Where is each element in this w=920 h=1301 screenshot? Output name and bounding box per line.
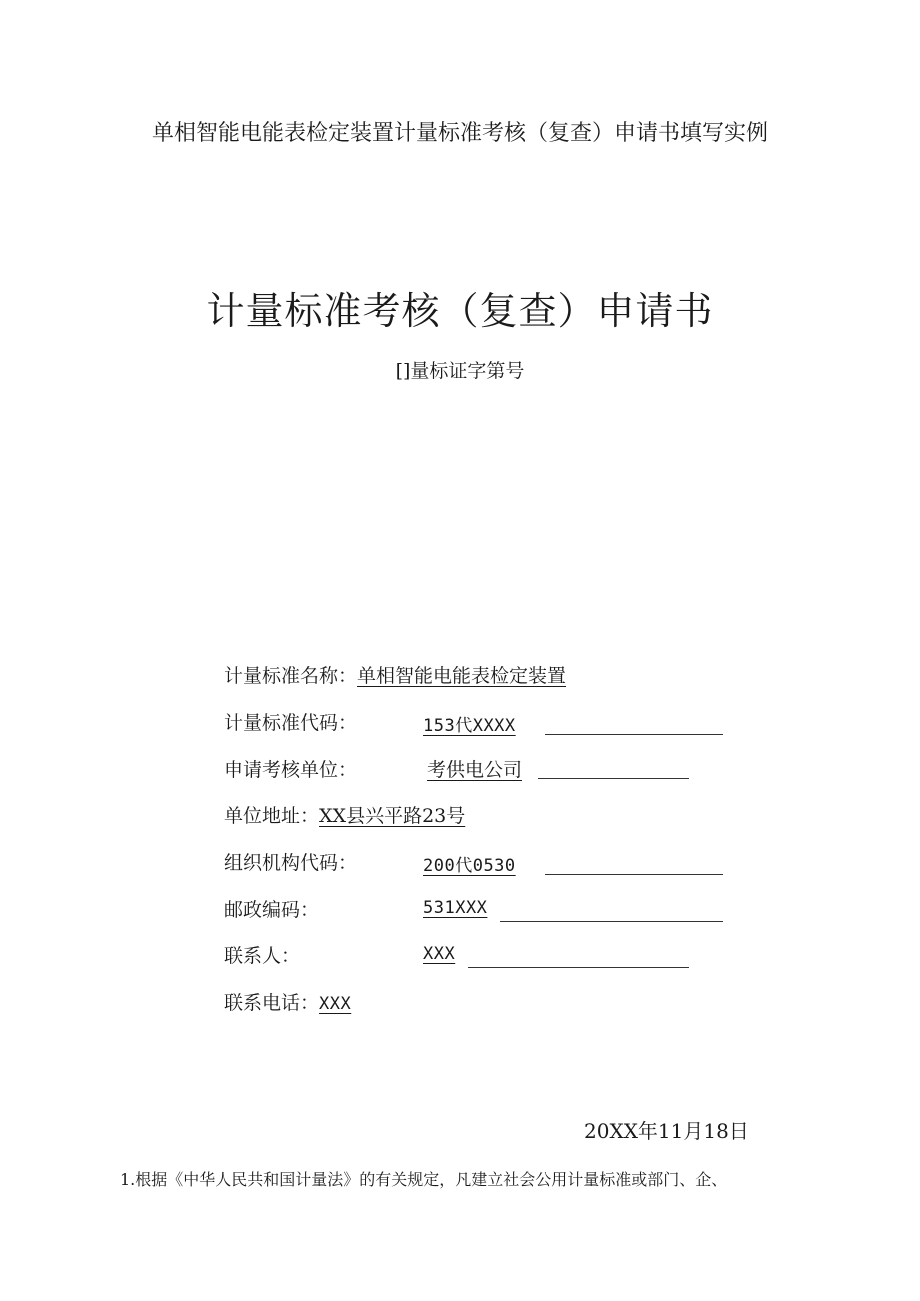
fill-in-line: [545, 874, 723, 875]
field-value: 531XXX: [423, 898, 488, 918]
field-value: 单相智能电能表检定装置: [357, 665, 567, 687]
field-value: XXX: [319, 994, 352, 1014]
fill-in-line: [538, 778, 689, 779]
field-label: 计量标准代码：: [224, 712, 358, 734]
document-heading: 单相智能电能表检定装置计量标准考核（复查）申请书填写实例: [151, 121, 768, 146]
footnote: 1.根据《中华人民共和国计量法》的有关规定，凡建立社会公用计量标准或部门、企、: [120, 1170, 728, 1189]
field-contact-phone: [224, 988, 351, 1018]
field-standard-code: [224, 708, 516, 738]
field-label: 联系电话：: [224, 992, 320, 1014]
field-applicant-unit: [224, 755, 523, 785]
fill-in-line: [468, 967, 689, 968]
field-value: 200代0530: [423, 856, 516, 876]
fill-in-line: [500, 921, 723, 922]
field-postal-code: [224, 895, 488, 925]
field-label: 单位地址：: [224, 805, 320, 827]
field-value: XXX: [423, 944, 456, 964]
field-label: 组织机构代码：: [224, 852, 358, 874]
field-label: 联系人：: [224, 945, 301, 967]
page-title: 计量标准考核（复查）申请书: [206, 289, 714, 333]
field-address: [224, 801, 465, 831]
fill-in-line: [545, 734, 723, 735]
field-value: 153代XXXX: [423, 716, 516, 736]
certificate-number: []量标证字第号: [395, 360, 525, 382]
field-label: 邮政编码：: [224, 899, 320, 921]
field-label: 申请考核单位：: [224, 759, 358, 781]
field-standard-name: [224, 661, 566, 691]
field-org-code: [224, 848, 516, 878]
field-value: 考供电公司: [427, 759, 523, 781]
field-contact-person: [224, 941, 456, 971]
field-label: 计量标准名称：: [224, 665, 358, 687]
field-value: XX县兴平路23号: [319, 805, 466, 827]
application-date: 20XX年11月18日: [584, 1119, 749, 1143]
